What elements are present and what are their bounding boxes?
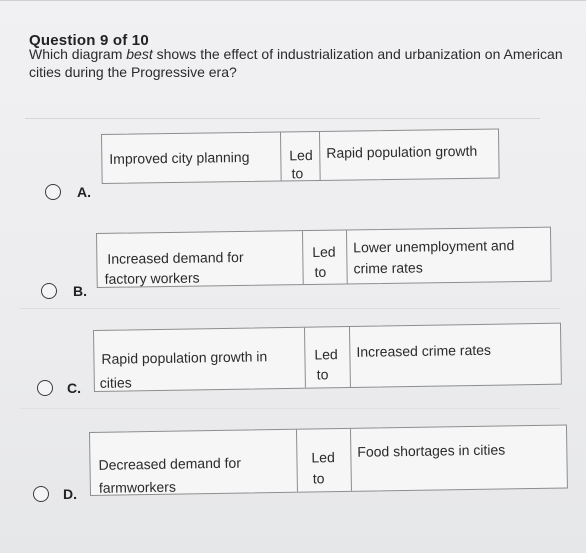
connector-cell-b xyxy=(302,230,348,284)
stem-text-italic: best xyxy=(126,46,153,62)
connector-cell-d xyxy=(296,429,352,492)
effect-text-d: Food shortages in cities xyxy=(357,441,506,460)
diagram-c[interactable] xyxy=(93,323,562,392)
option-letter-a: A. xyxy=(77,184,91,200)
connector-cell-c xyxy=(304,327,351,388)
effect-cell-a xyxy=(320,129,499,179)
diagram-b[interactable] xyxy=(96,227,552,288)
cause-text-d-line1: Decreased demand for xyxy=(98,454,242,473)
cause-text-b-line1: Increased demand for xyxy=(107,248,244,267)
connector-to-d: to xyxy=(312,470,325,487)
cause-text-d-line2: farmworkers xyxy=(98,478,177,496)
connector-cell-a xyxy=(280,132,321,181)
divider-line xyxy=(20,408,560,409)
stem-text-end: shows the effect of industrialization and urbanization on American cities during the Progressive era? xyxy=(29,46,563,80)
connector-led-d: Led xyxy=(311,449,335,466)
radio-button-d[interactable] xyxy=(33,486,49,502)
divider-line xyxy=(20,308,560,309)
effect-cell-c xyxy=(350,324,561,387)
option-letter-b: B. xyxy=(73,283,87,299)
diagram-a[interactable] xyxy=(101,128,500,184)
diagram-d[interactable] xyxy=(89,424,568,496)
question-number: Question 9 of 10 xyxy=(29,32,149,49)
effect-text-b-line1: Lower unemployment and xyxy=(353,237,515,256)
cause-text-a: Improved city planning xyxy=(109,148,250,167)
radio-button-b[interactable] xyxy=(41,283,57,299)
cause-text-c-line2: cities xyxy=(99,374,132,391)
top-divider xyxy=(0,0,586,1)
radio-button-c[interactable] xyxy=(37,380,53,396)
connector-to-a: to xyxy=(291,165,304,182)
divider-line xyxy=(25,118,540,119)
connector-led-c: Led xyxy=(314,346,338,363)
effect-text-a: Rapid population growth xyxy=(326,142,478,161)
cause-text-c-line1: Rapid population growth in xyxy=(101,348,268,367)
question-stem xyxy=(29,45,569,81)
effect-cell-d xyxy=(351,426,567,491)
cause-cell-a xyxy=(102,133,281,183)
cause-text-b-line2: factory workers xyxy=(104,269,200,287)
connector-led-a: Led xyxy=(289,147,313,164)
effect-text-b-line2: crime rates xyxy=(353,259,423,277)
cause-cell-c xyxy=(94,328,305,391)
radio-button-a[interactable] xyxy=(45,184,61,200)
option-letter-d: D. xyxy=(63,486,77,502)
effect-cell-b xyxy=(347,228,551,284)
option-letter-c: C. xyxy=(67,380,81,396)
cause-cell-d xyxy=(90,430,297,495)
stem-text-start: Which diagram xyxy=(29,46,127,62)
connector-led-b: Led xyxy=(312,243,336,260)
connector-to-c: to xyxy=(316,366,329,383)
connector-to-b: to xyxy=(314,263,327,280)
effect-text-c: Increased crime rates xyxy=(356,341,492,360)
cause-cell-b xyxy=(97,231,303,287)
